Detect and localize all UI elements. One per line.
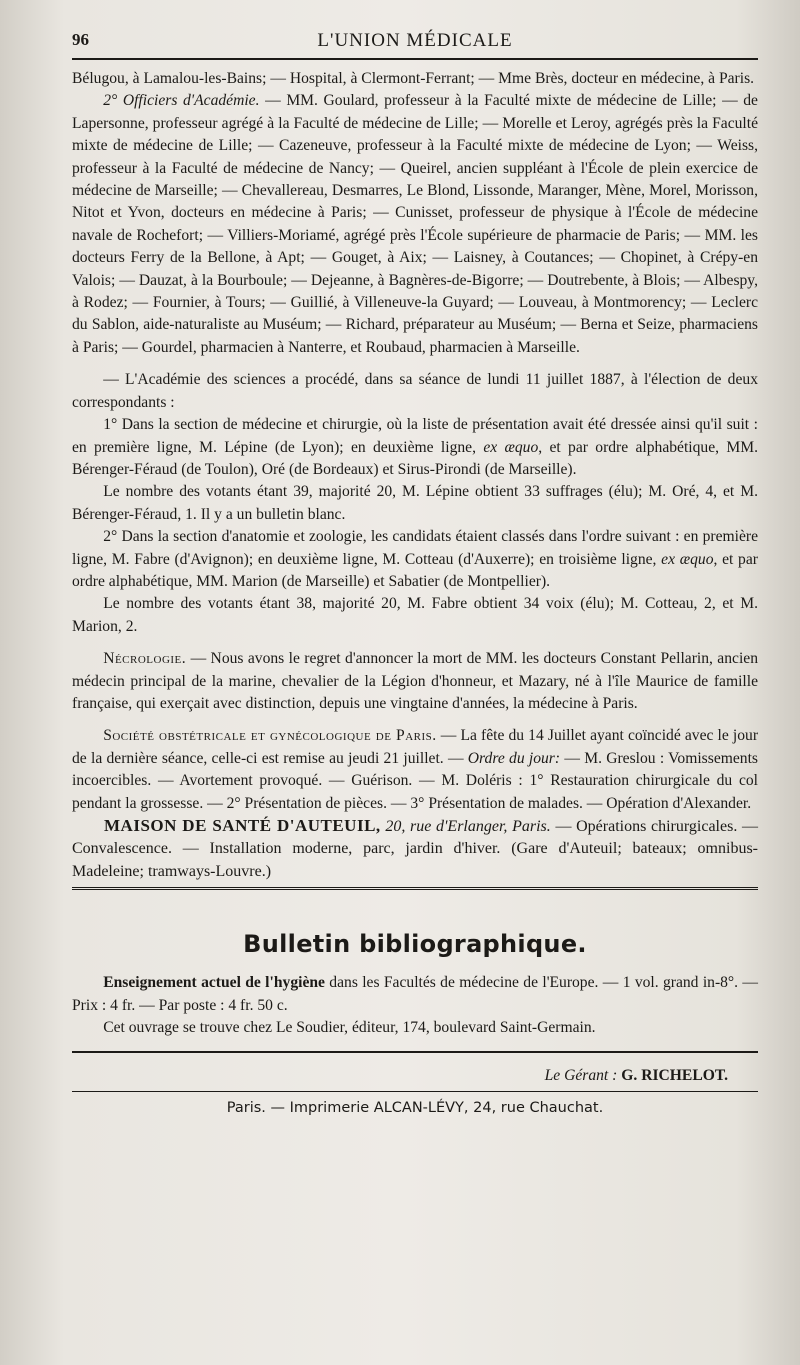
- advert-number: 20,: [380, 818, 411, 835]
- header-rule: [72, 58, 758, 60]
- section-label: 2° Officiers d'Académie.: [103, 92, 260, 110]
- advert-text: — Opérations chirurgicales. — Convalescence. — Installation moderne, parc, jardin d'hiver. (Gare d'Auteuil; bateaux; omnibus-Madeleine; tramways-Louvre.): [72, 818, 758, 880]
- section-label: Nécrologie.: [103, 650, 187, 668]
- agenda-label: Ordre du jour:: [467, 749, 561, 767]
- paragraph-text: — La fête du 14 Juillet ayant coïncidé avec le jour de la dernière séance, celle-ci est remise au jeudi 21 juillet. —: [72, 727, 759, 767]
- gerant-line: [72, 1067, 728, 1085]
- paragraph-academie-sciences: — L'Académie des sciences a procédé, dans sa séance de lundi 11 juillet 1887, à l'élection de deux correspondants :: [72, 371, 758, 411]
- paragraph-officiers-academie: [72, 90, 758, 359]
- page-number: 96: [72, 30, 89, 49]
- paragraph-text: , et par ordre alphabétique, MM. Marion (de Marseille) et Sabatier (de Montpellier).: [72, 550, 758, 590]
- imprint-rule: [72, 1091, 758, 1092]
- footer-rule: [72, 1051, 758, 1053]
- paragraph-text: , et par ordre alphabétique, MM. Bérenger-Féraud (de Toulon), Oré (de Bordeaux) et Sirus-Pirondi (de Marseille).: [72, 438, 758, 478]
- bulletin-entry: [72, 972, 758, 1017]
- paragraph-text: 1° Dans la section de médecine et chirurgie, où la liste de présentation avait été dressée ainsi qu'il suit : en première ligne, M. Lépine (de Lyon); en deuxième ligne,: [72, 416, 758, 456]
- latin-phrase: ex æquo: [661, 550, 714, 568]
- advert-address: rue d'Erlanger, Paris.: [410, 818, 551, 835]
- paragraph-text: — MM. Goulard, professeur à la Faculté mixte de médecine de Lille; — de Lapersonne, professeur agrégé à la Faculté de médecine de Lille; — Morelle et Leroy, agrégés près la Faculté mixte de médecine de Lille; — Cazeneuve, professeur à la Faculté mixte de médecine de Lyon; — Weiss, professeur à la Faculté de médecine de Nancy; — Queirel, ancien suppléant à l'École de plein exercice de médecine de Marseille; — Chevallereau, Desmarres, Le Blond, Lissonde, Maranger, Mène, Morel, Morisson, Nitot et Yvon, docteurs en médecine à Paris; — Cunisset, professeur de physique à l'École de médecine navale de Rochefort; — Villiers-Moriamé, agrégé près l'École supérieure de pharmacie de Paris; — MM. les docteurs Ferry de la Bellone, à Apt; — Gouget, à Aix; — Laisney, à Coutances; — Chopinet, à Crépy-en Valois; — Dauzat, à la Bourboule; — Dejeanne, à Bagnères-de-Bigorre; — Doutrebente, à Blois; — Albespy, à Rodez; — Fournier, à Tours; — Guillié, à Villeneuve-la Guyard; — Louveau, à Montmorency; — Leclerc du Sablon, aide-naturaliste au Muséum; — Richard, préparateur au Muséum; — Berna et Seize, pharmaciens à Paris; — Gourdel, pharmacien à Nanterre, et Roubaud, pharmacien à Marseille.: [72, 92, 758, 356]
- advert-maison-sante: [72, 815, 758, 883]
- paragraph-votes-anatomie: Le nombre des votants étant 38, majorité 20, M. Fabre obtient 34 voix (élu); M. Cotteau, 2, et M. Marion, 2.: [72, 595, 758, 635]
- imprint-line: Paris. — Imprimerie ALCAN-LÉVY, 24, rue Chauchat.: [226, 1100, 604, 1117]
- running-title: L'UNION MÉDICALE: [317, 30, 513, 51]
- section-label: Société obstétricale et gynécologique de Paris.: [103, 727, 437, 745]
- paragraph-section-medecine: [72, 414, 758, 481]
- advert-heading: MAISON DE SANTÉ D'AUTEUIL,: [104, 816, 381, 835]
- paragraph-section-anatomie: [72, 526, 758, 593]
- paragraph-text: 2° Dans la section d'anatomie et zoologie, les candidats étaient classés dans l'ordre suivant : en première ligne, M. Fabre (d'Avignon); en deuxième ligne, M. Cotteau (d'Auxerre); en troisième ligne,: [72, 528, 758, 568]
- paragraph-societe-obstetricale: [72, 725, 758, 815]
- gerant-name: G. RICHELOT.: [621, 1067, 728, 1085]
- book-details: dans les Facultés de médecine de l'Europe. — 1 vol. grand in-8°. — Prix : 4 fr. — Par poste : 4 fr. 50 c.: [72, 974, 758, 1014]
- bulletin-title: Bulletin bibliographique.: [243, 930, 587, 959]
- paragraph-text: — M. Greslou : Vomissements incoercibles. — Avortement provoqué. — Guérison. — M. Doléris : 1° Restauration chirurgicale du col pendant la grossesse. — 2° Présentation de pièces. — 3° Présentation de malades. — Opération d'Alexander.: [72, 749, 758, 812]
- latin-phrase: ex æquo: [483, 438, 539, 456]
- paragraph-honors-continued: Bélugou, à Lamalou-les-Bains; — Hospital, à Clermont-Ferrant; — Mme Brès, docteur en médecine, à Paris.: [72, 70, 755, 87]
- book-title: Enseignement actuel de l'hygiène: [103, 974, 325, 992]
- bulletin-publisher: Cet ouvrage se trouve chez Le Soudier, éditeur, 174, boulevard Saint-Germain.: [103, 1019, 596, 1037]
- page-header: [72, 22, 758, 52]
- gerant-label: Le Gérant :: [544, 1067, 618, 1085]
- paragraph-text: — Nous avons le regret d'annoncer la mort de MM. les docteurs Constant Pellarin, ancien médecin principal de la marine, chevalier de la Légion d'honneur, et Mazary, né à l'île Maurice de famille française, qui exerçait avec distinction, depuis une vingtaine d'années, la médecine à Paris.: [72, 650, 758, 712]
- paragraph-votes-medecine: Le nombre des votants étant 39, majorité 20, M. Lépine obtient 33 suffrages (élu); M. Oré, 4, et M. Bérenger-Féraud, 1. Il y a un bulletin blanc.: [72, 483, 758, 523]
- paragraph-necrologie: [72, 648, 758, 715]
- section-divider: [72, 887, 758, 890]
